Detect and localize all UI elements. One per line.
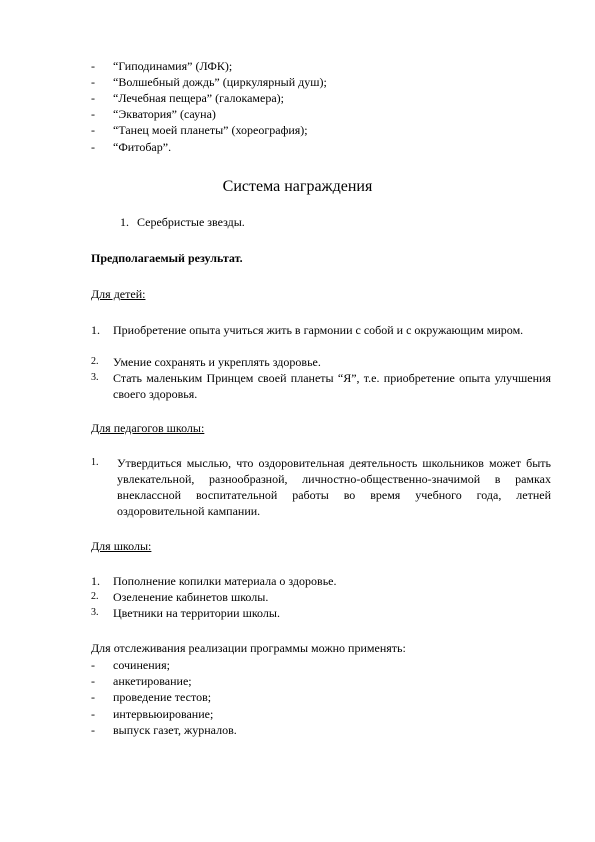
list-number: 1. xyxy=(91,574,100,588)
list-item-text: “Фитобар”. xyxy=(113,140,172,154)
list-item-text: “Волшебный дождь” (циркулярный душ); xyxy=(113,75,327,89)
reward-item xyxy=(120,214,245,230)
school-heading: Для школы: xyxy=(91,539,152,553)
list-bullet: - xyxy=(91,91,95,105)
list-item-text: Приобретение опыта учиться жить в гармонии с собой и с окружающим миром. xyxy=(113,323,524,337)
list-number: 3. xyxy=(91,607,99,618)
list-number: 2. xyxy=(91,591,99,602)
list-bullet: - xyxy=(91,107,95,121)
result-heading: Предполагаемый результат. xyxy=(91,251,243,265)
list-item-text: анкетирование; xyxy=(113,674,192,688)
list-item-text: сочинения; xyxy=(113,658,170,672)
list-bullet: - xyxy=(91,123,95,137)
list-bullet: - xyxy=(91,674,95,688)
list-number: 1. xyxy=(91,323,100,337)
list-item-text: “Танец моей планеты” (хореография); xyxy=(113,123,308,137)
list-bullet: - xyxy=(91,140,95,154)
list-item-text: Пополнение копилки материала о здоровье. xyxy=(113,574,337,588)
list-item-text: Цветники на территории школы. xyxy=(113,606,280,620)
list-bullet: - xyxy=(91,658,95,672)
list-bullet: - xyxy=(91,707,95,721)
list-bullet: - xyxy=(91,723,95,737)
list-item-text: проведение тестов; xyxy=(113,690,212,704)
list-number: 3. xyxy=(91,372,99,383)
list-item-text: “Гиподинамия” (ЛФК); xyxy=(113,59,233,73)
list-number: 1. xyxy=(91,457,99,468)
reward-item-text: Серебристые звезды. xyxy=(137,215,245,229)
list-item-text: “Экватория” (сауна) xyxy=(113,107,216,121)
section-heading: Система награждения xyxy=(222,178,373,195)
monitoring-intro: Для отслеживания реализации программы можно применять: xyxy=(91,641,406,655)
list-item-text: интервьюирование; xyxy=(113,707,214,721)
children-heading: Для детей: xyxy=(91,287,146,301)
list-item-text: Умение сохранять и укреплять здоровье. xyxy=(113,355,321,369)
list-bullet: - xyxy=(91,690,95,704)
teachers-heading: Для педагогов школы: xyxy=(91,421,205,435)
list-bullet: - xyxy=(91,75,95,89)
list-number: 2. xyxy=(91,356,99,367)
list-item-text: выпуск газет, журналов. xyxy=(113,723,237,737)
list-item-text: “Лечебная пещера” (галокамера); xyxy=(113,91,284,105)
list-item-text: Озеленение кабинетов школы. xyxy=(113,590,269,604)
list-item-text: Стать маленьким Принцем своей планеты “Я”, т.е. приобретение опыта улучшения своего здоровья. xyxy=(113,371,551,401)
reward-item-number: 1. xyxy=(120,215,129,229)
list-bullet: - xyxy=(91,59,95,73)
list-item-text: Утвердиться мыслью, что оздоровительная деятельность школьников может быть увлекательной, разнообразной, личностно-общественно-значимой в рамках внеклассной воспитательной работы во время учебного года, летней оздоровительной кампании. xyxy=(117,456,551,518)
